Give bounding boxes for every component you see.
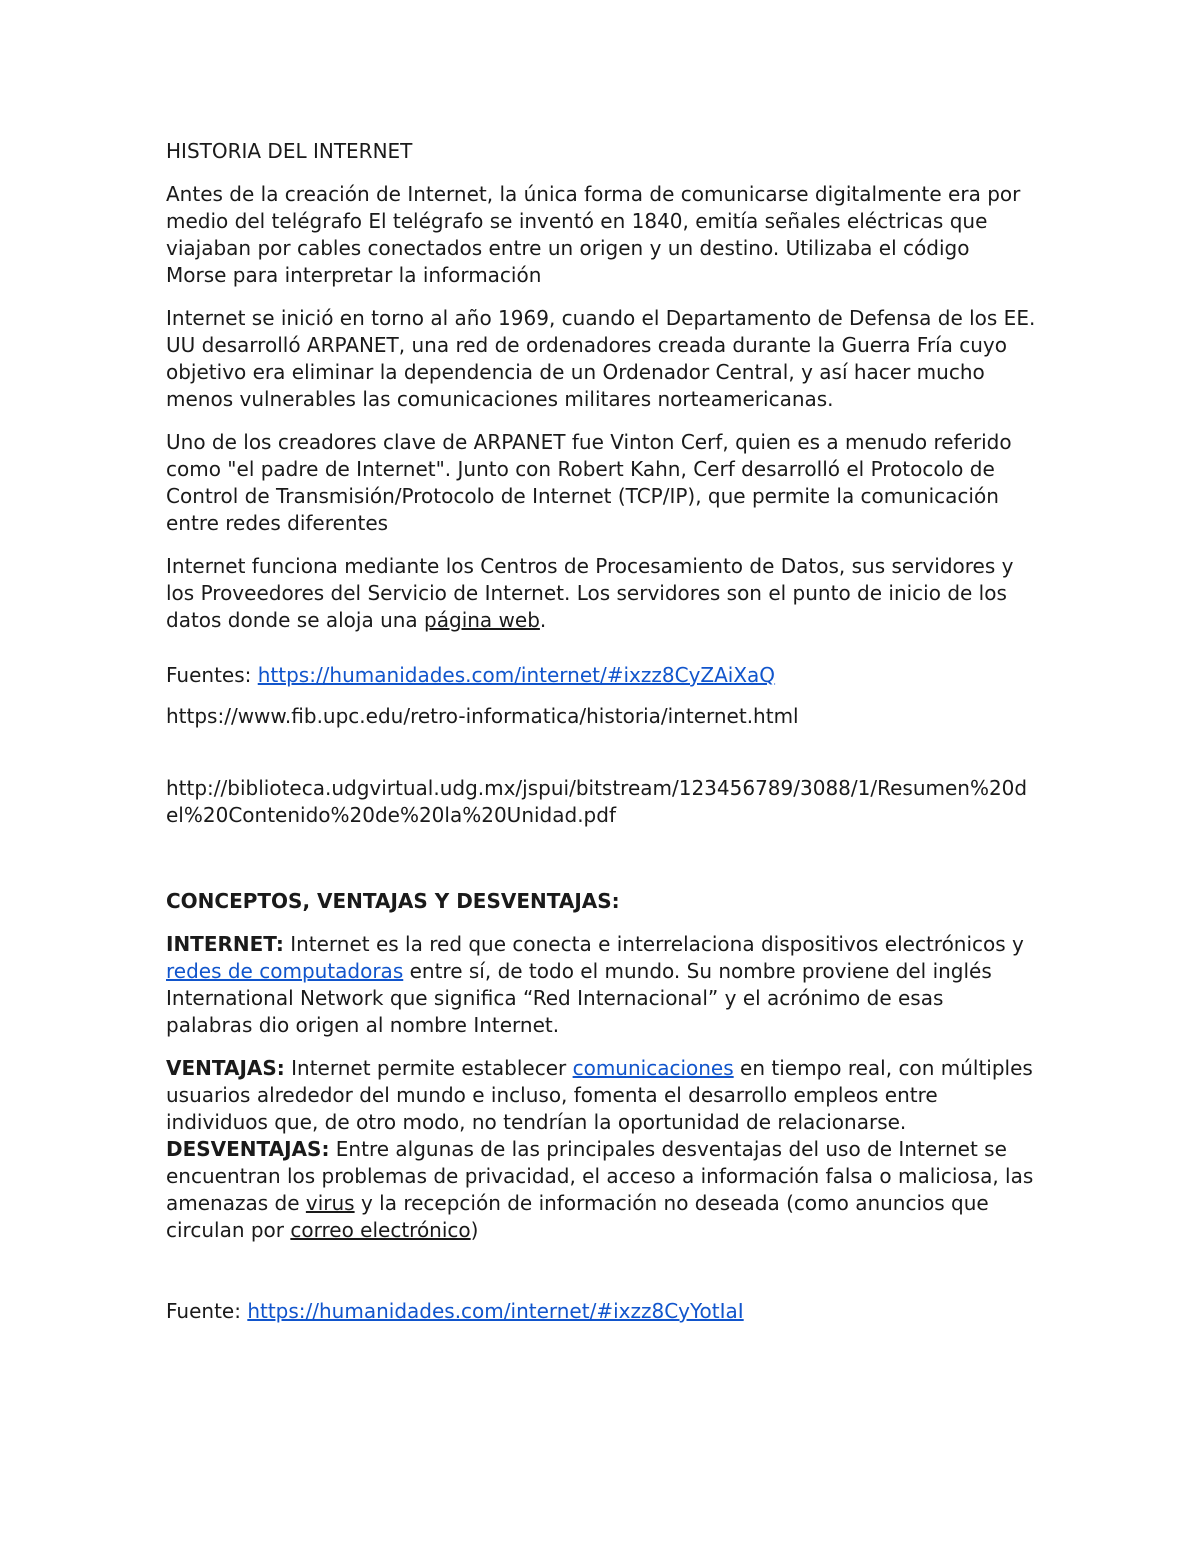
comunicaciones-link[interactable]: comunicaciones	[572, 1056, 734, 1080]
redes-de-computadoras-link[interactable]: redes de computadoras	[166, 959, 404, 983]
section-title-conceptos: CONCEPTOS, VENTAJAS Y DESVENTAJAS:	[166, 889, 620, 913]
paragraph-data-centers	[166, 553, 1036, 634]
paragraph-text-end: .	[539, 608, 547, 632]
ventajas-text: Internet permite establecer	[284, 1056, 573, 1080]
sources-line	[166, 662, 1036, 689]
desventajas-label: DESVENTAJAS:	[166, 1137, 330, 1161]
desventajas-text-end: )	[470, 1218, 479, 1242]
desventajas-text-middle: y la recepción de información no deseada (como anuncios que circulan por	[166, 1191, 989, 1242]
paragraph-internet-definition	[166, 931, 1036, 1039]
internet-label: INTERNET:	[166, 932, 284, 956]
pagina-web-link[interactable]: página web	[424, 608, 540, 632]
internet-text-end: entre sí, de todo el mundo. Su nombre proviene del inglés International Network que significa “Red Internacional” y el acrónimo de esas palabras dio origen al nombre Internet.	[166, 959, 992, 1037]
source-link-humanidades[interactable]: https://humanidades.com/internet/#ixzz8CyZAiXaQ	[257, 663, 776, 687]
paragraph-text: Internet funciona mediante los Centros de Procesamiento de Datos, sus servidores y los Proveedores del Servicio de Internet. Los servidores son el punto de inicio de los datos donde se aloja una	[166, 554, 1014, 632]
paragraph-desventajas	[166, 1136, 1036, 1244]
virus-link[interactable]: virus	[305, 1191, 355, 1215]
sources-label: Fuentes:	[166, 663, 258, 687]
correo-electronico-link[interactable]: correo electrónico	[290, 1218, 471, 1242]
document-body	[166, 138, 1036, 1341]
fuente-link-humanidades[interactable]: https://humanidades.com/internet/#ixzz8CyYotIaI	[247, 1299, 744, 1323]
ventajas-text-end: en tiempo real, con múltiples usuarios alrededor del mundo e incluso, fomenta el desarrollo empleos entre individuos que, de otro modo, no tendrían la oportunidad de relacionarse.	[166, 1056, 1033, 1134]
paragraph-arpanet: Internet se inició en torno al año 1969, cuando el Departamento de Defensa de los EE. UU desarrolló ARPANET, una red de ordenadores creada durante la Guerra Fría cuyo objetivo era eliminar la dependencia de un Ordenador Central, y así hacer mucho menos vulnerables las comunicaciones militares norteamericanas.	[166, 306, 1036, 411]
paragraph-vinton-cerf: Uno de los creadores clave de ARPANET fue Vinton Cerf, quien es a menudo referido como "el padre de Internet". Junto con Robert Kahn, Cerf desarrolló el Protocolo de Control de Transmisión/Protocolo de Internet (TCP/IP), que permite la comunicación entre redes diferentes	[166, 430, 1012, 535]
internet-text: Internet es la red que conecta e interrelaciona dispositivos electrónicos y	[283, 932, 1024, 956]
paragraph-telegraph: Antes de la creación de Internet, la única forma de comunicarse digitalmente era por medio del telégrafo El telégrafo se inventó en 1840, emitía señales eléctricas que viajaban por cables conectados entre un origen y un destino. Utilizaba el código Morse para interpretar la información	[166, 182, 1021, 287]
fuente-label: Fuente:	[166, 1299, 248, 1323]
ventajas-label: VENTAJAS:	[166, 1056, 285, 1080]
desventajas-text: Entre algunas de las principales desventajas del uso de Internet se encuentran los problemas de privacidad, el acceso a información falsa o maliciosa, las amenazas de	[166, 1137, 1034, 1215]
page-title: HISTORIA DEL INTERNET	[166, 139, 413, 163]
source-url-fib: https://www.fib.upc.edu/retro-informatica/historia/internet.html	[166, 704, 799, 728]
source-url-biblioteca: http://biblioteca.udgvirtual.udg.mx/jspui/bitstream/123456789/3088/1/Resumen%20del%20Contenido%20de%20la%20Unidad.pdf	[166, 776, 1028, 827]
paragraph-ventajas	[166, 1055, 1036, 1136]
fuente-line	[166, 1298, 1036, 1325]
